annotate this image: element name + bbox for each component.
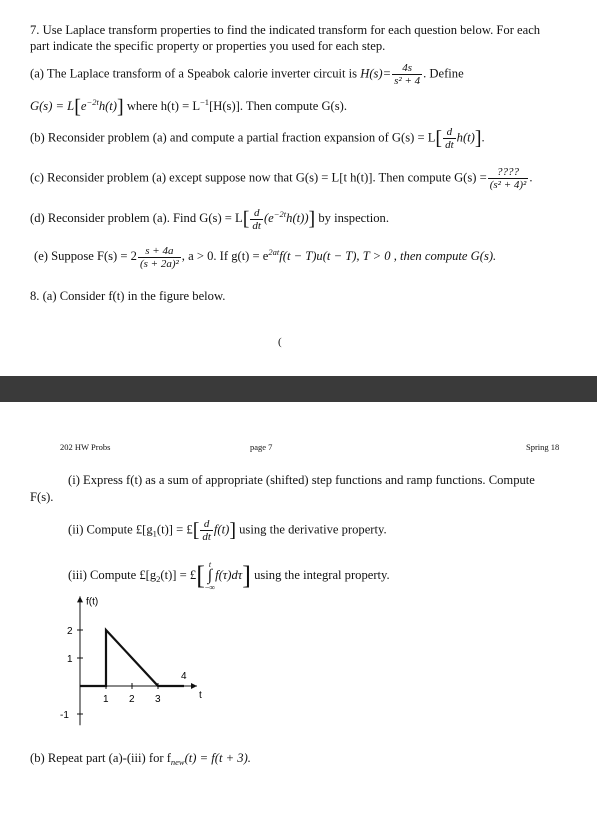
part-a-rest: [H(s)]. Then compute G(s). bbox=[209, 99, 347, 113]
part-a-exponent: −2t bbox=[86, 97, 99, 107]
part-c-line: (c) Reconsider problem (a) except suppose now that G(s) = L[t h(t)]. Then compute G(s) = $\frac{????}{\text{(s² + 4)²}}$ . bbox=[30, 166, 533, 191]
part-b-dt: dt bbox=[445, 139, 454, 151]
part-8b-subscript: new bbox=[170, 757, 185, 767]
part-e-text-1: (e) Suppose F(s) = 2 bbox=[34, 249, 137, 263]
problem-8a-line: 8. (a) Consider f(t) in the figure below. bbox=[30, 289, 226, 303]
x-tick-label-3: 3 bbox=[155, 694, 161, 705]
part-c-text: (c) Reconsider problem (a) except suppose now that G(s) = L[t h(t)]. Then compute G(s) = bbox=[30, 170, 487, 185]
part-d-inner-2: h(t)) bbox=[286, 211, 309, 225]
part-iii-text-2: (t)] = £ bbox=[160, 567, 197, 582]
part-a-G: G(s) = L bbox=[30, 99, 75, 113]
y-tick-label-1: 1 bbox=[67, 654, 73, 665]
x-axis-arrow bbox=[191, 683, 197, 689]
part-ii-subscript: 1 bbox=[152, 528, 157, 539]
part-a-numerator: 4s bbox=[392, 62, 422, 75]
problem-7-intro-line-2: part indicate the specific property or properties you used for each step. bbox=[30, 39, 386, 53]
page-bottom bbox=[0, 402, 597, 816]
part-e-exponent: 2at bbox=[268, 247, 280, 257]
part-d-d: d bbox=[250, 207, 263, 220]
part-d-line: (d) Reconsider problem (a). Find G(s) = L[ $\frac{d}{dt}$ $(e^{-2t}h(t))$] by inspection. bbox=[30, 206, 390, 232]
part-b-d: d bbox=[443, 126, 456, 139]
part-iii-upper-limit: t bbox=[208, 560, 212, 569]
part-a-text: (a) The Laplace transform of a Speabok calorie inverter circuit is bbox=[30, 66, 358, 81]
part-a-line-1 bbox=[30, 62, 464, 87]
part-ii-text-1: (ii) Compute £[g bbox=[68, 522, 153, 537]
part-c-fraction bbox=[488, 166, 529, 191]
y-axis-arrow bbox=[77, 596, 83, 602]
part-b-h: h(t) bbox=[456, 130, 475, 145]
stray-mark: ( bbox=[278, 336, 282, 348]
part-e-denominator: (s + 2a)² bbox=[139, 257, 179, 270]
part-ii-dt: dt bbox=[202, 531, 211, 543]
part-d-dt: dt bbox=[252, 219, 261, 232]
part-ii-text-3: using the derivative property. bbox=[235, 522, 387, 537]
part-b-derivative bbox=[443, 126, 456, 151]
f-of-t-curve bbox=[80, 630, 184, 686]
part-8b-line bbox=[30, 750, 251, 770]
part-i-line-1: (i) Express f(t) as a sum of appropriate (shifted) step functions and ramp functions. Compute bbox=[68, 473, 535, 487]
part-b-text: (b) Reconsider problem (a) and compute a partial fraction expansion of G(s) = L bbox=[30, 130, 436, 145]
part-8b-text-2: (t) = f(t + 3). bbox=[184, 751, 251, 765]
part-iii-integral: t ∫ −∞ bbox=[204, 560, 216, 592]
part-ii-f: f(t) bbox=[213, 522, 230, 537]
part-ii-d: d bbox=[200, 518, 213, 531]
part-ii-line: (ii) Compute $£[g_1(t)]$ = £[ $\frac{d}{dt}$ f(t)] using the derivative property. bbox=[68, 518, 387, 543]
part-a-h: h(t) bbox=[98, 99, 117, 113]
page-top bbox=[0, 0, 597, 376]
page-divider bbox=[0, 376, 597, 402]
part-e-fraction bbox=[138, 245, 181, 270]
part-a-fraction bbox=[392, 62, 422, 87]
x-tick-label-2: 2 bbox=[129, 694, 135, 705]
part-iii-integrand: f(τ)dτ bbox=[215, 567, 243, 582]
part-c-numerator: ???? bbox=[488, 166, 529, 179]
header-right: Spring 18 bbox=[526, 442, 560, 452]
part-c-denominator: (s² + 4)² bbox=[489, 179, 527, 191]
part-e-text-2: , a > 0. If g(t) = e bbox=[181, 249, 269, 263]
part-iii-lower-limit: −∞ bbox=[204, 583, 216, 592]
figure-axes bbox=[77, 596, 197, 725]
figure-curve bbox=[80, 630, 184, 686]
part-iii-line: (iii) Compute $£[g_2(t)]$ = £[ t ∫ −∞ f(τ)dτ] using the integral property. bbox=[68, 560, 390, 592]
x-tick-label-1: 1 bbox=[103, 694, 109, 705]
part-d-inner: (e bbox=[263, 211, 274, 225]
y-axis-label: f(t) bbox=[86, 596, 99, 608]
part-d-text-2: by inspection. bbox=[315, 211, 390, 225]
problem-7-intro-line-1: 7. Use Laplace transform properties to find the indicated transform for each question below. For each bbox=[30, 23, 541, 37]
part-ii-derivative bbox=[200, 518, 213, 543]
part-d-text: (d) Reconsider problem (a). Find G(s) = L bbox=[30, 211, 243, 225]
part-a-denominator: s² + 4 bbox=[394, 75, 421, 87]
part-a-line-2: $G(s) = L[e^{-2t}h(t)]$ where $h(t) = L^{-1}[H(s)]$. Then compute G(s). bbox=[30, 96, 347, 119]
part-ii-text-2: (t)] = £ bbox=[156, 522, 193, 537]
y-tick-label-2: 2 bbox=[67, 626, 73, 637]
peak-label: 4 bbox=[181, 671, 187, 682]
part-a-inverse: −1 bbox=[200, 97, 210, 107]
part-a-exp-base: e bbox=[80, 99, 87, 113]
part-e-text-3: f(t − T)u(t − T), T > 0 , then compute G(s). bbox=[279, 249, 497, 263]
x-axis-label: t bbox=[199, 690, 202, 701]
part-e-numerator: s + 4a bbox=[138, 245, 181, 258]
part-e-line bbox=[34, 244, 496, 270]
part-iii-subscript: 2 bbox=[156, 573, 161, 584]
header-center: page 7 bbox=[250, 442, 273, 452]
part-d-exponent: −2t bbox=[273, 209, 287, 219]
part-8b-text-1: (b) Repeat part (a)-(iii) for f bbox=[30, 751, 171, 765]
part-b-line: (b) Reconsider problem (a) and compute a partial fraction expansion of G(s) = L[ $\frac{d}{dt}$ h(t)]. bbox=[30, 126, 485, 151]
header-left: 202 HW Probs bbox=[60, 442, 111, 452]
part-a-define: . Define bbox=[423, 66, 464, 81]
part-a-H: H(s)= bbox=[360, 66, 392, 81]
part-d-derivative bbox=[250, 207, 263, 232]
part-iii-text-1: (iii) Compute £[g bbox=[68, 567, 157, 582]
f-of-t-figure bbox=[40, 594, 280, 744]
figure-labels bbox=[60, 596, 202, 721]
part-i-line-2: F(s). bbox=[30, 490, 54, 504]
y-tick-label--1: -1 bbox=[60, 710, 69, 721]
part-a-where: where h(t) = L bbox=[123, 99, 201, 113]
part-iii-text-3: using the integral property. bbox=[250, 567, 390, 582]
